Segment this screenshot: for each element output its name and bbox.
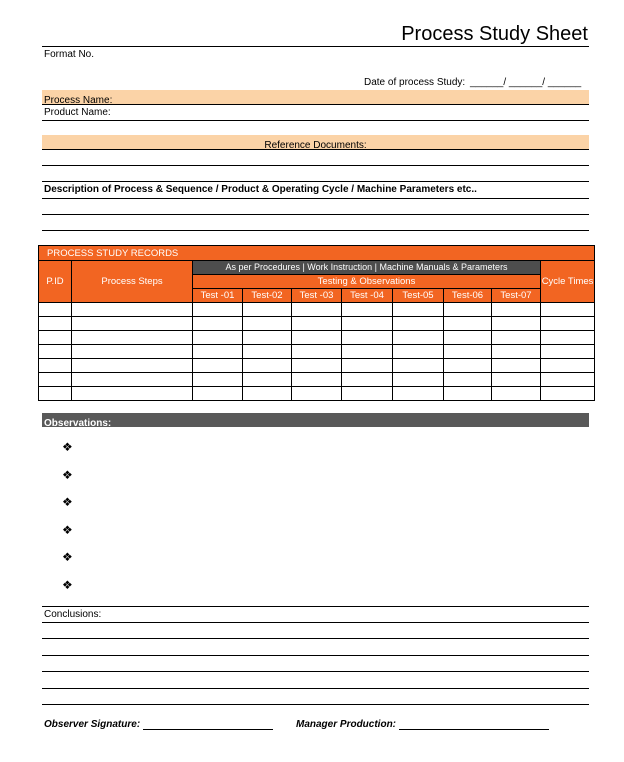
table-cell[interactable] <box>39 331 72 345</box>
description-line-2[interactable] <box>42 214 589 215</box>
table-cell[interactable] <box>444 373 492 387</box>
table-cell[interactable] <box>193 387 243 401</box>
conclusions-label: Conclusions: <box>44 609 102 620</box>
col-group-procedures: As per Procedures | Work Instruction | Machine Manuals & Parameters <box>193 261 541 275</box>
conclusions-line-2[interactable] <box>42 638 589 639</box>
conclusions-line-6[interactable] <box>42 704 589 705</box>
table-cell[interactable] <box>342 317 393 331</box>
table-cell[interactable] <box>342 331 393 345</box>
col-subgroup-testing: Testing & Observations <box>193 275 541 289</box>
table-cell[interactable] <box>541 317 595 331</box>
table-cell[interactable] <box>243 373 292 387</box>
table-cell[interactable] <box>39 317 72 331</box>
table-cell[interactable] <box>492 359 541 373</box>
table-cell[interactable] <box>72 303 193 317</box>
table-cell[interactable] <box>393 345 444 359</box>
table-cell[interactable] <box>492 303 541 317</box>
observer-signature-label: Observer Signature: <box>44 719 141 730</box>
table-row <box>39 387 595 401</box>
table-cell[interactable] <box>193 373 243 387</box>
table-row <box>39 303 595 317</box>
description-line-1[interactable] <box>42 198 589 199</box>
records-caption: PROCESS STUDY RECORDS <box>39 246 595 261</box>
table-cell[interactable] <box>541 387 595 401</box>
table-cell[interactable] <box>72 359 193 373</box>
observation-bullet-icon: ❖ <box>62 440 73 454</box>
table-cell[interactable] <box>193 317 243 331</box>
table-cell[interactable] <box>39 345 72 359</box>
table-cell[interactable] <box>193 345 243 359</box>
table-cell[interactable] <box>72 331 193 345</box>
manager-production-field[interactable] <box>399 719 549 730</box>
table-cell[interactable] <box>393 317 444 331</box>
table-cell[interactable] <box>492 387 541 401</box>
format-no-label: Format No. <box>44 49 95 60</box>
reference-line-2[interactable] <box>42 181 589 182</box>
col-header-cycle-times: Cycle Times <box>541 261 595 303</box>
col-header-test-2: Test-02 <box>243 289 292 303</box>
table-cell[interactable] <box>393 387 444 401</box>
table-cell[interactable] <box>492 373 541 387</box>
observations-bar <box>42 413 589 427</box>
description-line-3[interactable] <box>42 230 589 231</box>
col-header-test-1: Test -01 <box>193 289 243 303</box>
table-cell[interactable] <box>541 373 595 387</box>
description-label: Description of Process & Sequence / Product & Operating Cycle / Machine Parameters etc.. <box>44 184 477 195</box>
table-row <box>39 317 595 331</box>
table-row <box>39 345 595 359</box>
table-cell[interactable] <box>393 359 444 373</box>
observation-bullet-icon: ❖ <box>62 550 73 564</box>
table-cell[interactable] <box>444 387 492 401</box>
observation-bullet-icon: ❖ <box>62 522 73 537</box>
table-cell[interactable] <box>342 359 393 373</box>
observer-signature-field[interactable] <box>143 719 273 730</box>
table-cell[interactable] <box>292 373 342 387</box>
table-cell[interactable] <box>492 345 541 359</box>
product-name-label: Product Name: <box>44 107 111 118</box>
table-cell[interactable] <box>292 345 342 359</box>
product-name-rule <box>42 120 589 121</box>
table-cell[interactable] <box>393 303 444 317</box>
table-row <box>39 359 595 373</box>
table-cell[interactable] <box>193 359 243 373</box>
table-cell[interactable] <box>342 373 393 387</box>
table-cell[interactable] <box>243 303 292 317</box>
table-cell[interactable] <box>541 359 595 373</box>
table-cell[interactable] <box>39 387 72 401</box>
page-title: Process Study Sheet <box>401 23 588 45</box>
table-cell[interactable] <box>243 345 292 359</box>
col-header-pid: P.ID <box>39 261 72 303</box>
table-cell[interactable] <box>541 345 595 359</box>
manager-production-label: Manager Production: <box>296 719 397 730</box>
date-of-study-label: Date of process Study: <box>364 77 466 88</box>
conclusions-line-1[interactable] <box>42 622 589 623</box>
col-header-test-3: Test -03 <box>292 289 342 303</box>
table-cell[interactable] <box>342 345 393 359</box>
table-cell[interactable] <box>39 373 72 387</box>
table-cell[interactable] <box>393 331 444 345</box>
table-cell[interactable] <box>193 331 243 345</box>
col-header-test-7: Test-07 <box>492 289 541 303</box>
table-cell[interactable] <box>72 387 193 401</box>
table-cell[interactable] <box>393 373 444 387</box>
table-row <box>39 331 595 345</box>
reference-line-1[interactable] <box>42 165 589 166</box>
process-name-band[interactable] <box>42 90 589 105</box>
table-cell[interactable] <box>72 345 193 359</box>
process-study-records-table <box>38 245 595 401</box>
table-cell[interactable] <box>243 387 292 401</box>
table-cell[interactable] <box>292 387 342 401</box>
table-cell[interactable] <box>72 373 193 387</box>
col-header-process-steps: Process Steps <box>72 261 193 303</box>
table-row <box>39 373 595 387</box>
table-cell[interactable] <box>492 331 541 345</box>
table-cell[interactable] <box>243 331 292 345</box>
table-cell[interactable] <box>444 303 492 317</box>
table-cell[interactable] <box>492 317 541 331</box>
process-name-label: Process Name: <box>44 95 113 106</box>
observation-bullet-icon: ❖ <box>62 577 73 592</box>
reference-documents-label: Reference Documents: <box>264 140 367 151</box>
table-cell[interactable] <box>444 359 492 373</box>
table-cell[interactable] <box>444 331 492 345</box>
date-of-study-blanks[interactable]: ______/ ______/ ______ <box>470 77 582 88</box>
observation-bullet-icon: ❖ <box>62 495 73 509</box>
col-header-test-5: Test-05 <box>393 289 444 303</box>
table-cell[interactable] <box>243 359 292 373</box>
table-cell[interactable] <box>39 303 72 317</box>
table-cell[interactable] <box>444 317 492 331</box>
table-cell[interactable] <box>292 331 342 345</box>
observation-bullet-icon: ❖ <box>62 467 73 482</box>
table-cell[interactable] <box>292 303 342 317</box>
conclusions-line-3[interactable] <box>42 655 589 656</box>
table-cell[interactable] <box>72 317 193 331</box>
conclusions-line-4[interactable] <box>42 671 589 672</box>
table-cell[interactable] <box>342 387 393 401</box>
table-cell[interactable] <box>193 303 243 317</box>
conclusions-line-5[interactable] <box>42 688 589 689</box>
conclusions-top-rule <box>42 606 589 607</box>
observations-label: Observations: <box>44 418 112 429</box>
manager-production-signature <box>296 719 549 730</box>
table-cell[interactable] <box>39 359 72 373</box>
reference-documents-band <box>42 135 589 150</box>
table-cell[interactable] <box>342 303 393 317</box>
table-cell[interactable] <box>292 359 342 373</box>
table-cell[interactable] <box>243 317 292 331</box>
title-rule <box>42 46 589 47</box>
table-cell[interactable] <box>541 303 595 317</box>
observer-signature <box>44 719 273 730</box>
table-cell[interactable] <box>541 331 595 345</box>
table-cell[interactable] <box>444 345 492 359</box>
col-header-test-4: Test -04 <box>342 289 393 303</box>
table-cell[interactable] <box>292 317 342 331</box>
col-header-test-6: Test-06 <box>444 289 492 303</box>
